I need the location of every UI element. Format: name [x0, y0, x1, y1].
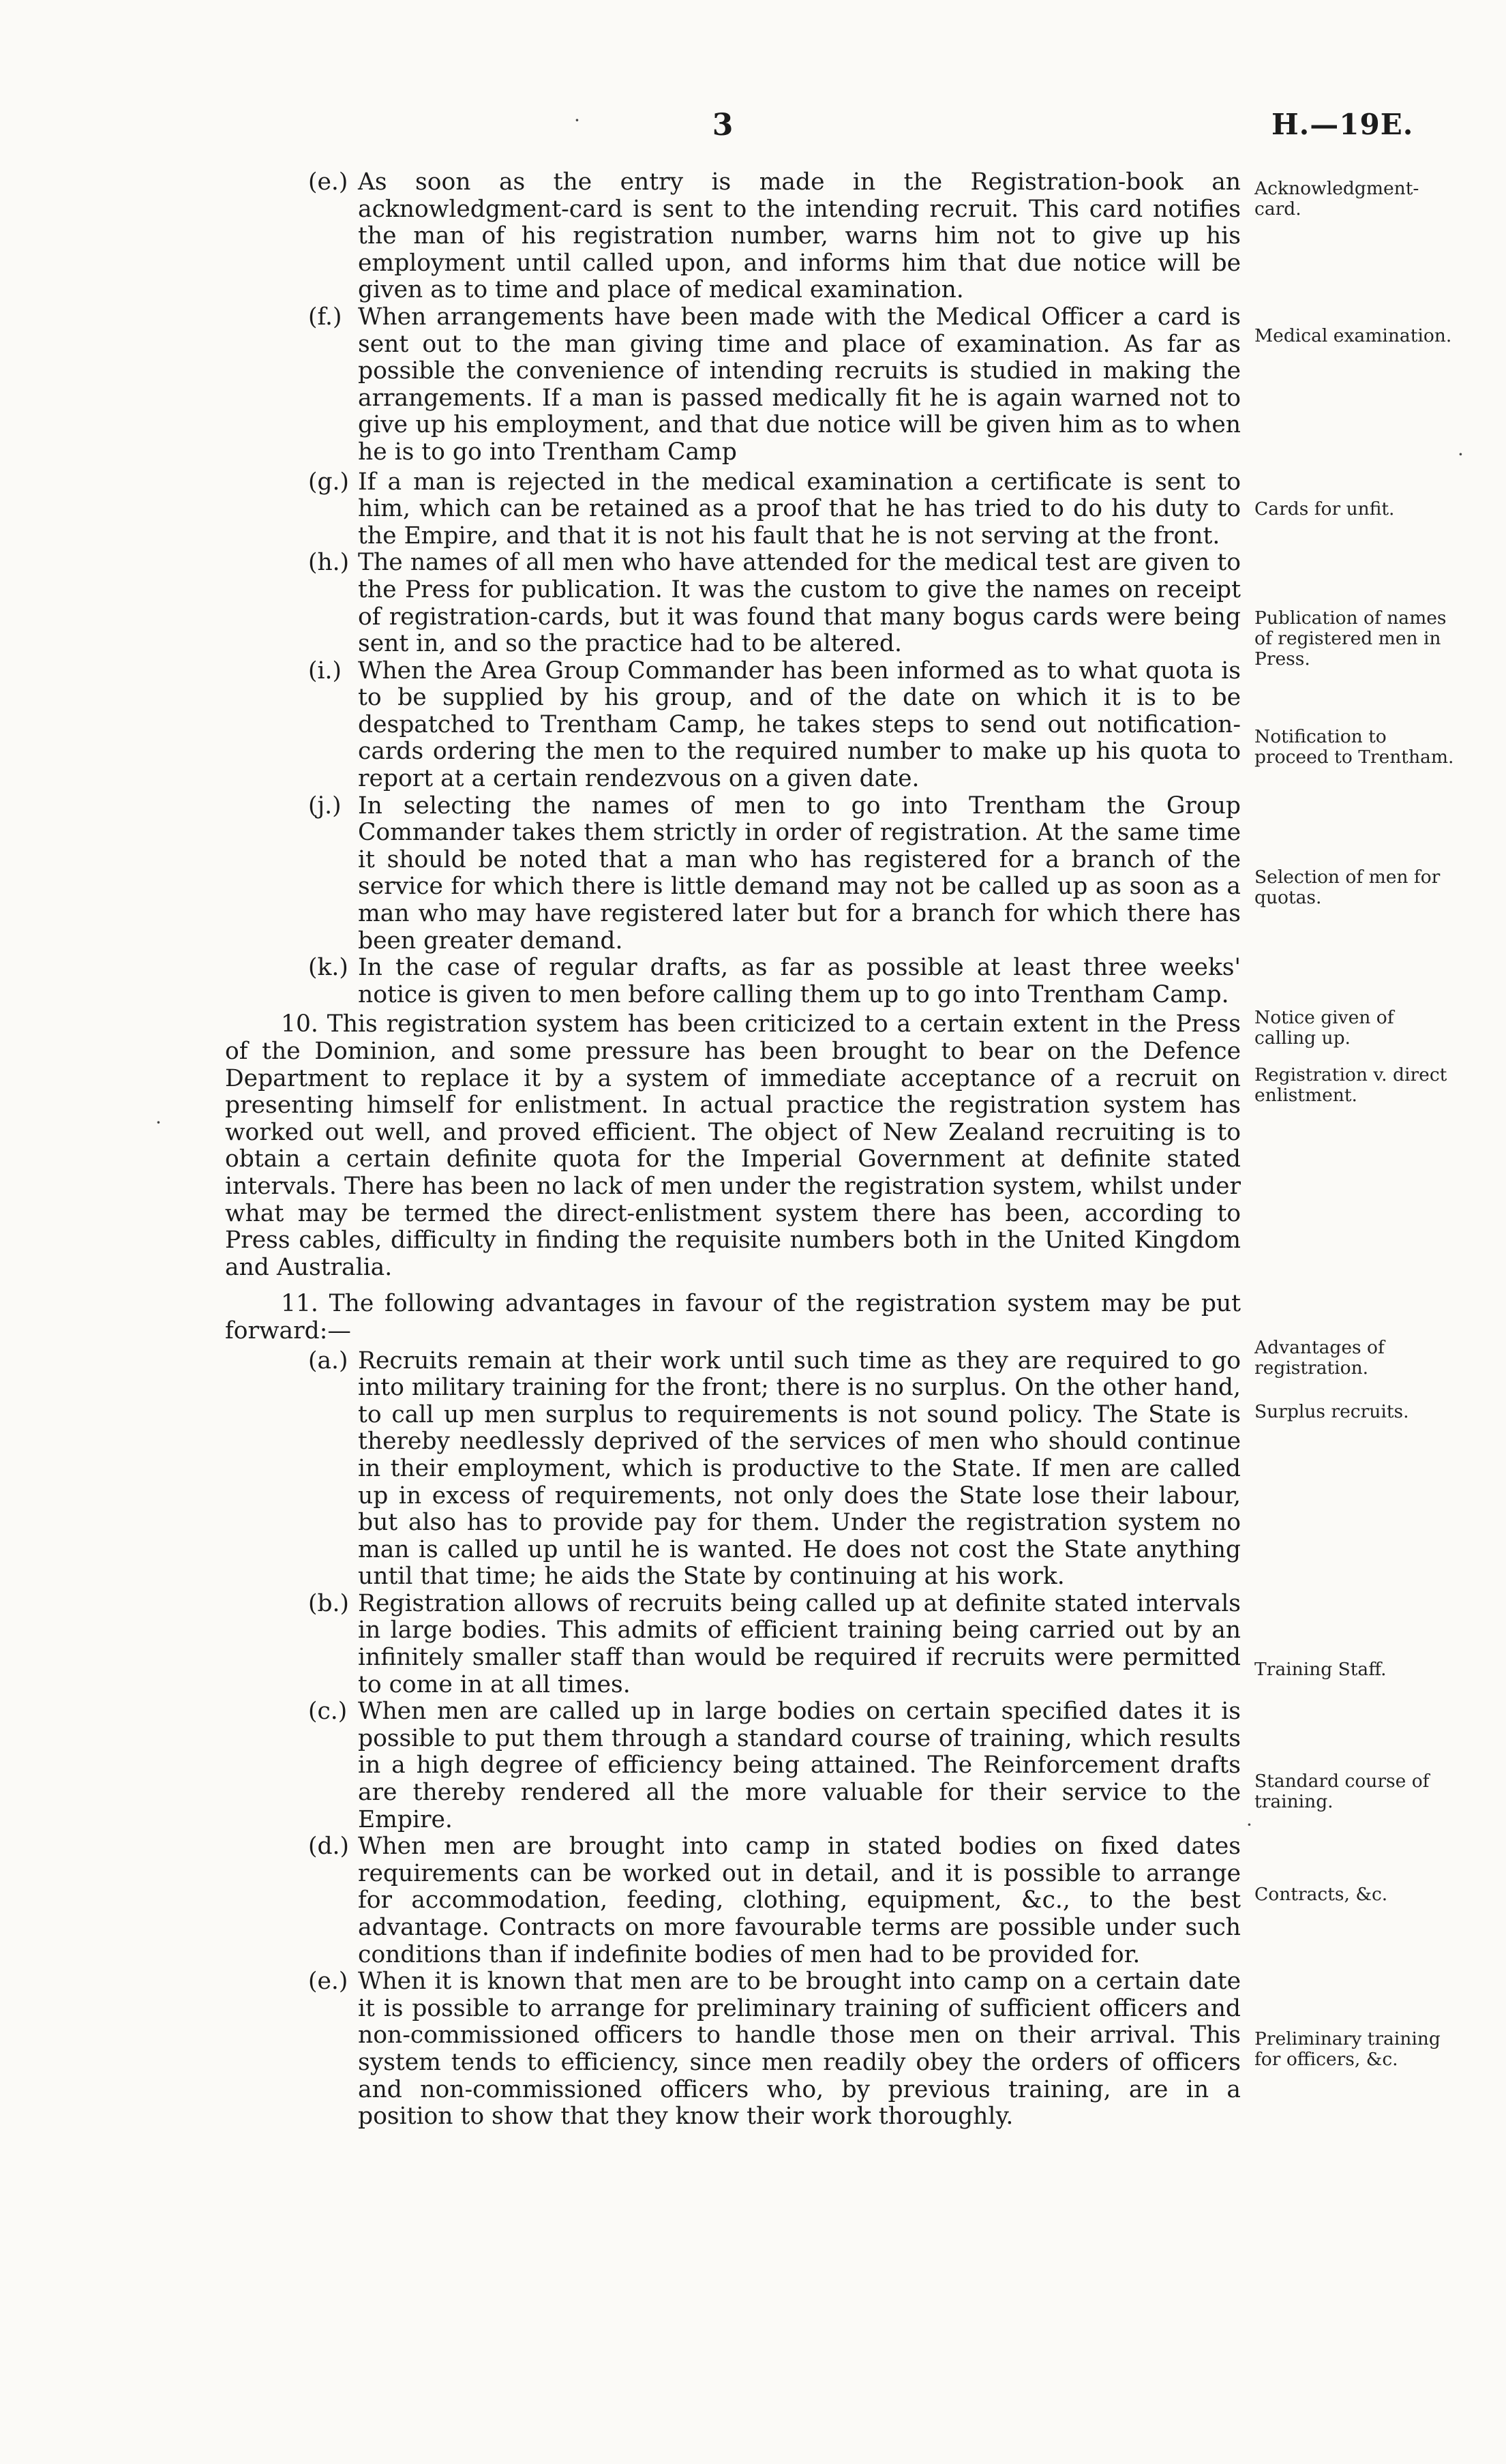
item-text: When men are brought into camp in stated bodies on fixed dates requirements can be worked out in detail, and it is possible to arrange for accommodation, feeding, clothing, equipment, &c., to the best advantage. Contracts on more favourable terms are possible under such conditions than if indefinite bodies of men had to be provided for.: [358, 1833, 1241, 1968]
sidenote: Registration v. direct enlistment.: [1254, 1064, 1447, 1106]
sidenote: Publication of names of registered men in Press.: [1254, 607, 1447, 670]
sidenote: Standard course of training.: [1254, 1771, 1430, 1812]
item-text: As soon as the entry is made in the Registration-book an acknowledgment-card is sent to the intending recruit. This card notifies the man of his registration number, warns him not to give up his employment until called upon, and informs him that due notice will be given as to time and place of medical examination.: [358, 168, 1241, 304]
sidenote: Notice given of calling up.: [1254, 1007, 1394, 1049]
scan-speck: ·: [574, 109, 580, 132]
item-marker: (d.): [308, 1833, 349, 1861]
item-text: When arrangements have been made with the Medical Officer a card is sent out to the man giving time and place of examination. As far as possible the convenience of intending recruits is studied in making the arrangements. If a man is passed medically fit he is again warned not to give up his employment, and that due notice will be given him as to when he is to go into Trentham Camp: [358, 303, 1241, 466]
item-marker: (j.): [308, 792, 342, 820]
list-item: [225, 304, 1241, 466]
sidenote: Medical examination.: [1254, 325, 1452, 346]
item-marker: (k.): [308, 954, 348, 982]
item-text: Registration allows of recruits being called up at definite stated intervals in large bodies. This admits of efficient training being carried out by an infinitely smaller staff than would be required if recruits were permitted to come in at all times.: [358, 1589, 1241, 1698]
item-text: In the case of regular drafts, as far as possible at least three weeks' notice is given to men before calling them up to go into Trentham Camp.: [358, 954, 1241, 1008]
scan-speck: ·: [1246, 1814, 1252, 1836]
sidenote: Surplus recruits.: [1254, 1401, 1409, 1422]
item-marker: (i.): [308, 657, 342, 685]
body-text: [225, 169, 1241, 2131]
paragraph-11: 11. The following advantages in favour of the registration system may be put forward:—: [225, 1290, 1241, 1344]
list-item: [225, 1348, 1241, 1591]
list-item: [225, 955, 1241, 1008]
sidenote: Cards for unfit.: [1254, 498, 1395, 520]
list-item: [225, 1968, 1241, 2131]
list-item: [225, 1698, 1241, 1833]
document-reference: H.—19E.: [1271, 108, 1414, 141]
item-marker: (e.): [308, 1968, 348, 1996]
item-marker: (b.): [308, 1589, 349, 1617]
list-item: [225, 793, 1241, 955]
item-text: When the Area Group Commander has been informed as to what quota is to be supplied by his group, and of the date on which it is to be despatched to Trentham Camp, he takes steps to send out notification-cards ordering the men to the required number to make up his quota to report at a certain rendezvous on a given date.: [358, 657, 1241, 793]
item-text: If a man is rejected in the medical examination a certificate is sent to him, which can be retained as a proof that he has tried to do his duty to the Empire, and that it is not his fault that he is not serving at the front.: [358, 468, 1241, 550]
sidenote: Preliminary training for officers, &c.: [1254, 2028, 1441, 2070]
page-number: 3: [712, 108, 734, 142]
sidenote: Contracts, &c.: [1254, 1884, 1388, 1905]
item-text: In selecting the names of men to go into Trentham the Group Commander takes them strictly in order of registration. At the same time it should be noted that a man who has registered for a branch of the service for which there is little demand may not be called up as soon as a man who may have registered later but for a branch for which there has been greater demand.: [358, 792, 1241, 955]
sidenote: Advantages of registration.: [1254, 1337, 1385, 1379]
item-marker: (f.): [308, 303, 342, 331]
item-marker: (a.): [308, 1347, 348, 1374]
list-item: [225, 658, 1241, 793]
list-item: [225, 169, 1241, 304]
list-item: [225, 469, 1241, 550]
sidenote: Training Staff.: [1254, 1659, 1387, 1680]
item-marker: (c.): [308, 1698, 348, 1726]
item-text: When it is known that men are to be brought into camp on a certain date it is possible to arrange for preliminary training of sufficient officers and non-commissioned officers to handle those men on their arrival. This system tends to efficiency, since men readily obey the orders of officers and non-commissioned officers who, by previous training, are in a position to show that they know their work thoroughly.: [358, 1968, 1241, 2131]
item-text: Recruits remain at their work until such time as they are required to go into military training for the front; there is no surplus. On the other hand, to call up men surplus to requirements is not sound policy. The State is thereby needlessly deprived of the services of men who should continue in their employment, which is productive to the State. If men are called up in excess of requirements, not only does the State lose their labour, but also has to provide pay for them. Under the registration system no man is called up until he is wanted. He does not cost the State anything until that time; he aids the State by continuing at his work.: [358, 1347, 1241, 1591]
item-text: When men are called up in large bodies on certain specified dates it is possible to put them through a standard course of training, which results in a high degree of efficiency being attained. The Reinforcement drafts are thereby rendered all the more valuable for their service to the Empire.: [358, 1698, 1241, 1833]
item-text: The names of all men who have attended for the medical test are given to the Press for publication. It was the custom to give the names on receipt of registration-cards, but it was found that many bogus cards were being sent in, and so the practice had to be altered.: [358, 549, 1241, 658]
scan-speck: ·: [1458, 443, 1464, 466]
item-marker: (g.): [308, 468, 349, 496]
item-marker: (e.): [308, 168, 348, 196]
list-item: [225, 550, 1241, 657]
list-item: [225, 1591, 1241, 1698]
sidenote: Notification to proceed to Trentham.: [1254, 726, 1454, 768]
item-marker: (h.): [308, 549, 350, 577]
scan-speck: ·: [155, 1111, 162, 1134]
paragraph-10: 10. This registration system has been criticized to a certain extent in the Press of the Dominion, and some pressure has been brought to bear on the Defence Department to replace it by a system of immediate acceptance of a recruit on presenting himself for enlistment. In actual practice the registration system has worked out well, and proved efficient. The object of New Zealand recruiting is to obtain a certain definite quota for the Imperial Government at definite stated intervals. There has been no lack of men under the registration system, whilst under what may be termed the direct-enlistment system there has been, according to Press cables, difficulty in finding the requisite numbers both in the United Kingdom and Australia.: [225, 1010, 1241, 1281]
list-item: [225, 1833, 1241, 1968]
sidenote: Acknowledgment-card.: [1254, 178, 1419, 220]
sidenote: Selection of men for quotas.: [1254, 867, 1441, 908]
